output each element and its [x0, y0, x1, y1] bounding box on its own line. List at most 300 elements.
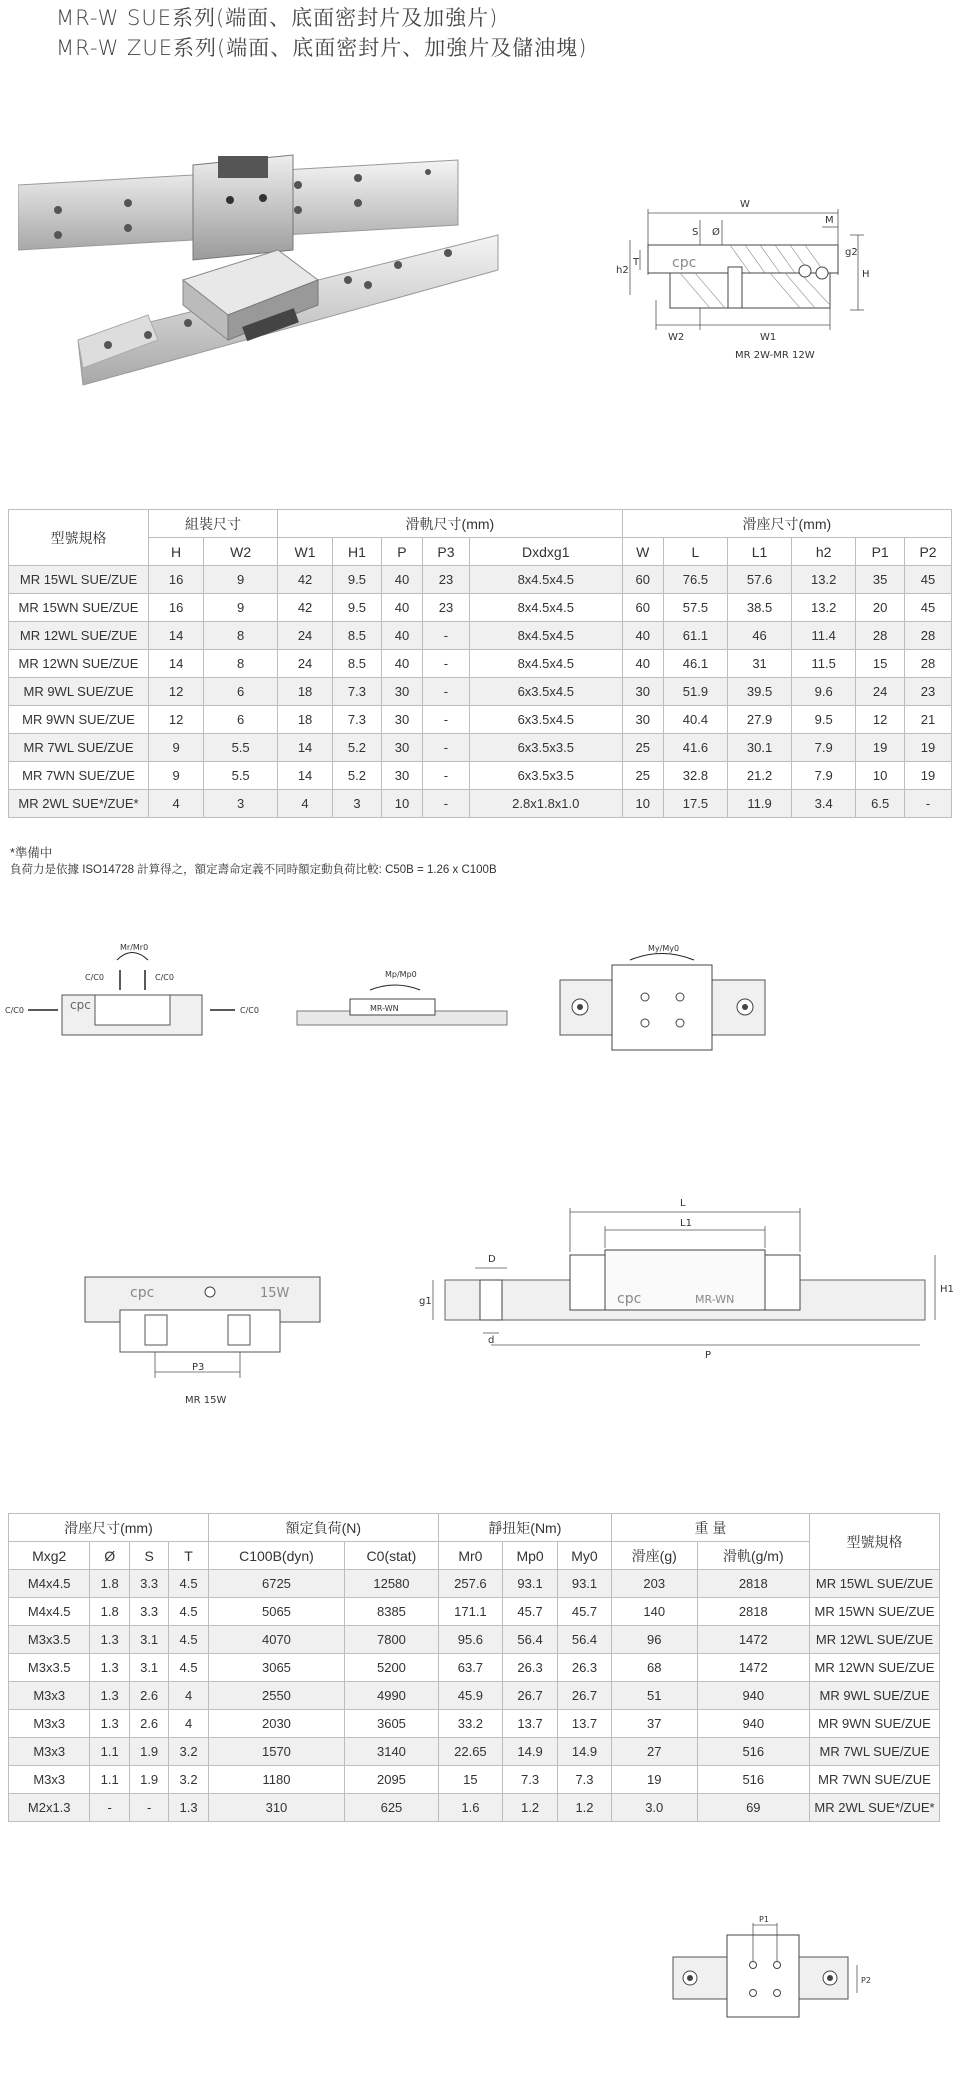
t1-value-cell: 9.6 [792, 678, 856, 706]
table-row [9, 734, 952, 762]
t2-model-cell: MR 15WL SUE/ZUE [810, 1570, 940, 1598]
t1-value-cell: 45 [905, 566, 952, 594]
c-label-1: C/C0 [85, 973, 104, 982]
t2-model-cell: MR 15WN SUE/ZUE [810, 1598, 940, 1626]
mr-label: Mr/Mr0 [120, 943, 149, 952]
t1-value-cell: 28 [856, 622, 905, 650]
t1-value-cell: 38.5 [727, 594, 791, 622]
t2-value-cell: 3605 [345, 1710, 439, 1738]
load-direction-diagrams [0, 935, 960, 1065]
dim-d-label: d [488, 1335, 495, 1346]
t1-value-cell: 30 [622, 706, 663, 734]
t1-value-cell: 15 [856, 650, 905, 678]
mr15w-caption: MR 15W [185, 1395, 227, 1406]
t2-value-cell: 4.5 [169, 1598, 208, 1626]
spec-table-1 [8, 509, 952, 818]
table-row [9, 1766, 940, 1794]
t1-value-cell: 6.5 [856, 790, 905, 818]
t1-value-cell: 6x3.5x4.5 [469, 678, 622, 706]
t1-col-header: W1 [278, 538, 333, 566]
t1-value-cell: 40 [381, 622, 422, 650]
t2-group-load: 額定負荷(N) [208, 1514, 438, 1542]
spec-table-2 [8, 1513, 940, 1822]
t1-value-cell: 30.1 [727, 734, 791, 762]
t2-value-cell: 56.4 [503, 1626, 558, 1654]
t2-value-cell: 19 [611, 1766, 697, 1794]
t1-value-cell: 2.8x1.8x1.0 [469, 790, 622, 818]
t1-value-cell: 24 [278, 650, 333, 678]
t1-value-cell: 7.3 [333, 706, 382, 734]
t2-group-block: 滑座尺寸(mm) [9, 1514, 209, 1542]
t2-value-cell: 1.3 [90, 1710, 129, 1738]
t2-value-cell: 1570 [208, 1738, 344, 1766]
table-row [9, 1710, 940, 1738]
t1-value-cell: 9.5 [333, 594, 382, 622]
t1-value-cell: 60 [622, 594, 663, 622]
cross-section-diagram [600, 195, 900, 370]
t2-col-header: Mr0 [438, 1542, 502, 1570]
model-15w-text: 15W [260, 1286, 290, 1301]
t1-value-cell: 31 [727, 650, 791, 678]
t2-value-cell: 2550 [208, 1682, 344, 1710]
t2-value-cell: M2x1.3 [9, 1794, 90, 1822]
t1-value-cell: 24 [856, 678, 905, 706]
t1-value-cell: 18 [278, 706, 333, 734]
t1-value-cell: 9.5 [792, 706, 856, 734]
t2-value-cell: 7800 [345, 1626, 439, 1654]
t2-value-cell: M4x4.5 [9, 1598, 90, 1626]
t1-value-cell: 39.5 [727, 678, 791, 706]
t1-value-cell: 21.2 [727, 762, 791, 790]
c-label-4: C/C0 [240, 1006, 259, 1015]
t1-col-header: P3 [423, 538, 470, 566]
t2-value-cell: 3.1 [129, 1626, 168, 1654]
t2-value-cell: 2818 [697, 1570, 809, 1598]
t2-value-cell: M3x3.5 [9, 1626, 90, 1654]
table-row [9, 678, 952, 706]
t1-value-cell: 6x3.5x3.5 [469, 762, 622, 790]
t2-value-cell: 93.1 [558, 1570, 612, 1598]
t2-value-cell: 4 [169, 1710, 208, 1738]
note-preparing: *準備中 [10, 846, 53, 860]
block-text-side: MR-WN [695, 1293, 735, 1306]
dim-L-label: L [680, 1198, 686, 1209]
t2-value-cell: 4.5 [169, 1626, 208, 1654]
t2-value-cell: 1.3 [169, 1794, 208, 1822]
t1-value-cell: 10 [622, 790, 663, 818]
t2-value-cell: 1.2 [558, 1794, 612, 1822]
t2-value-cell: 625 [345, 1794, 439, 1822]
dim-L1-label: L1 [680, 1218, 692, 1229]
t1-value-cell: 30 [381, 762, 422, 790]
t2-value-cell: 2.6 [129, 1710, 168, 1738]
t1-col-header: P2 [905, 538, 952, 566]
table-row [9, 622, 952, 650]
t1-value-cell: 30 [381, 734, 422, 762]
t2-value-cell: M3x3.5 [9, 1654, 90, 1682]
t1-value-cell: 25 [622, 734, 663, 762]
t2-value-cell: M3x3 [9, 1738, 90, 1766]
dim-M-label: M [825, 215, 834, 226]
t2-value-cell: 4 [169, 1682, 208, 1710]
t2-value-cell: 2095 [345, 1766, 439, 1794]
t1-value-cell: 4 [149, 790, 204, 818]
t2-col-header: T [169, 1542, 208, 1570]
t1-value-cell: 12 [149, 678, 204, 706]
t1-value-cell: 32.8 [663, 762, 727, 790]
t2-value-cell: 15 [438, 1766, 502, 1794]
t1-value-cell: 61.1 [663, 622, 727, 650]
t1-value-cell: 20 [856, 594, 905, 622]
t2-value-cell: 2.6 [129, 1682, 168, 1710]
t2-value-cell: 3.0 [611, 1794, 697, 1822]
t2-value-cell: - [90, 1794, 129, 1822]
t1-value-cell: - [423, 678, 470, 706]
table-row [9, 790, 952, 818]
t2-value-cell: 516 [697, 1766, 809, 1794]
cpc-logo-1: cpc [70, 998, 91, 1012]
t2-value-cell: 14.9 [503, 1738, 558, 1766]
t1-value-cell: 8x4.5x4.5 [469, 622, 622, 650]
t2-model-header: 型號規格 [810, 1514, 940, 1570]
t2-value-cell: 3.2 [169, 1766, 208, 1794]
table-row [9, 762, 952, 790]
t1-value-cell: 40 [381, 650, 422, 678]
cpc-logo-side: cpc [617, 1291, 642, 1307]
t1-value-cell: 13.2 [792, 594, 856, 622]
dim-g1-label: g1 [419, 1296, 432, 1307]
t1-value-cell: 40 [622, 622, 663, 650]
t2-value-cell: 8385 [345, 1598, 439, 1626]
t1-model-cell: MR 15WL SUE/ZUE [9, 566, 149, 594]
t2-value-cell: 95.6 [438, 1626, 502, 1654]
t2-col-header: 滑軌(g/m) [697, 1542, 809, 1570]
t2-value-cell: 5065 [208, 1598, 344, 1626]
t1-value-cell: 7.3 [333, 678, 382, 706]
t2-value-cell: 4990 [345, 1682, 439, 1710]
t1-value-cell: - [423, 706, 470, 734]
t2-value-cell: 3140 [345, 1738, 439, 1766]
t1-value-cell: 11.9 [727, 790, 791, 818]
t2-col-header: C100B(dyn) [208, 1542, 344, 1570]
t1-value-cell: 9.5 [333, 566, 382, 594]
t2-value-cell: 45.7 [558, 1598, 612, 1626]
t1-value-cell: 10 [381, 790, 422, 818]
t1-value-cell: 40 [381, 594, 422, 622]
t1-value-cell: 76.5 [663, 566, 727, 594]
t1-value-cell: 45 [905, 594, 952, 622]
page-title-2: MR-W ZUE系列(端面、底面密封片、加強片及儲油塊) [56, 36, 588, 60]
t2-value-cell: 940 [697, 1710, 809, 1738]
t1-value-cell: 30 [381, 706, 422, 734]
t1-model-cell: MR 15WN SUE/ZUE [9, 594, 149, 622]
dim-phi-label: Ø [712, 227, 720, 238]
t1-model-cell: MR 2WL SUE*/ZUE* [9, 790, 149, 818]
t2-value-cell: 2818 [697, 1598, 809, 1626]
t1-col-header: h2 [792, 538, 856, 566]
t1-value-cell: 51.9 [663, 678, 727, 706]
t2-col-header: Mp0 [503, 1542, 558, 1570]
t2-value-cell: 22.65 [438, 1738, 502, 1766]
t1-value-cell: 8 [204, 622, 278, 650]
table-row [9, 706, 952, 734]
model-header: 型號規格 [9, 510, 149, 566]
t2-value-cell: 1472 [697, 1626, 809, 1654]
t1-value-cell: 46.1 [663, 650, 727, 678]
dim-g2-label: g2 [845, 247, 858, 258]
t1-col-header: H1 [333, 538, 382, 566]
cpc-logo: cpc [672, 255, 697, 271]
t1-value-cell: 5.5 [204, 762, 278, 790]
table-row [9, 1794, 940, 1822]
dim-P3-label: P3 [192, 1362, 205, 1373]
t1-value-cell: 42 [278, 594, 333, 622]
t2-value-cell: 4070 [208, 1626, 344, 1654]
bottom-hole-diagram [665, 1915, 875, 2025]
t1-value-cell: - [423, 650, 470, 678]
t1-value-cell: 11.4 [792, 622, 856, 650]
t2-value-cell: 203 [611, 1570, 697, 1598]
t1-value-cell: 8.5 [333, 650, 382, 678]
dim-W2-label: W2 [668, 332, 685, 343]
t1-value-cell: 24 [278, 622, 333, 650]
t1-value-cell: - [423, 790, 470, 818]
t1-value-cell: 8x4.5x4.5 [469, 594, 622, 622]
t2-value-cell: 3.1 [129, 1654, 168, 1682]
t2-value-cell: 13.7 [558, 1710, 612, 1738]
t2-value-cell: 1.1 [90, 1738, 129, 1766]
group-block: 滑座尺寸(mm) [622, 510, 951, 538]
product-photo [18, 140, 518, 410]
t2-model-cell: MR 12WL SUE/ZUE [810, 1626, 940, 1654]
page-title-1: MR-W SUE系列(端面、底面密封片及加強片) [56, 6, 499, 30]
note-load: 負荷力是依據 ISO14728 計算得之，額定壽命定義不同時額定動負荷比較: C50B = 1.26 x C100B [10, 864, 497, 876]
t1-value-cell: 9 [149, 734, 204, 762]
t1-value-cell: 6x3.5x4.5 [469, 706, 622, 734]
group-rail: 滑軌尺寸(mm) [278, 510, 623, 538]
table-row [9, 1738, 940, 1766]
dim-S-label: S [692, 227, 699, 238]
t1-value-cell: 3 [204, 790, 278, 818]
side-view-diagram [405, 1190, 960, 1365]
t2-value-cell: 257.6 [438, 1570, 502, 1598]
t1-value-cell: 10 [856, 762, 905, 790]
t1-model-cell: MR 9WL SUE/ZUE [9, 678, 149, 706]
table-row [9, 594, 952, 622]
table-row [9, 1570, 940, 1598]
t1-value-cell: 25 [622, 762, 663, 790]
t2-value-cell: 1180 [208, 1766, 344, 1794]
mp-label: Mp/Mp0 [385, 970, 417, 979]
dim-W1-label: W1 [760, 332, 777, 343]
t2-value-cell: 171.1 [438, 1598, 502, 1626]
t2-model-cell: MR 12WN SUE/ZUE [810, 1654, 940, 1682]
dim-h2-label: h2 [616, 265, 629, 276]
t1-value-cell: 9 [149, 762, 204, 790]
t2-value-cell: 3.2 [169, 1738, 208, 1766]
t2-model-cell: MR 7WL SUE/ZUE [810, 1738, 940, 1766]
t2-value-cell: 69 [697, 1794, 809, 1822]
t1-value-cell: 6 [204, 706, 278, 734]
cpc-logo-mid: cpc [130, 1285, 155, 1301]
t2-value-cell: 1.3 [90, 1626, 129, 1654]
t2-value-cell: M4x4.5 [9, 1570, 90, 1598]
t1-value-cell: 60 [622, 566, 663, 594]
t1-value-cell: 23 [423, 594, 470, 622]
t2-value-cell: 1.1 [90, 1766, 129, 1794]
t1-col-header: P1 [856, 538, 905, 566]
t1-value-cell: 16 [149, 566, 204, 594]
t2-value-cell: 51 [611, 1682, 697, 1710]
t2-value-cell: 4.5 [169, 1654, 208, 1682]
t1-model-cell: MR 12WL SUE/ZUE [9, 622, 149, 650]
dim-W-label: W [740, 199, 750, 210]
t1-value-cell: 40.4 [663, 706, 727, 734]
my-label: My/My0 [648, 944, 680, 953]
t2-value-cell: 26.3 [503, 1654, 558, 1682]
t1-value-cell: 18 [278, 678, 333, 706]
table-row [9, 1682, 940, 1710]
t1-col-header: W [622, 538, 663, 566]
t1-model-cell: MR 7WL SUE/ZUE [9, 734, 149, 762]
t2-value-cell: 1.3 [90, 1682, 129, 1710]
t1-value-cell: 14 [149, 622, 204, 650]
t2-value-cell: 1.9 [129, 1766, 168, 1794]
t1-col-header: P [381, 538, 422, 566]
t1-value-cell: 8 [204, 650, 278, 678]
mr15w-end-diagram [60, 1260, 350, 1410]
t2-group-weight: 重 量 [611, 1514, 809, 1542]
t2-value-cell: 1.9 [129, 1738, 168, 1766]
t2-value-cell: 1.8 [90, 1570, 129, 1598]
t2-col-header: Ø [90, 1542, 129, 1570]
dim-H-label: H [862, 269, 870, 280]
t1-value-cell: 7.9 [792, 762, 856, 790]
c-label-3: C/C0 [5, 1006, 24, 1015]
t1-value-cell: - [423, 734, 470, 762]
dim-T-label: T [633, 257, 640, 268]
table-row [9, 650, 952, 678]
t2-value-cell: 6725 [208, 1570, 344, 1598]
t1-value-cell: 9 [204, 594, 278, 622]
t1-value-cell: 12 [856, 706, 905, 734]
t1-value-cell: 14 [278, 762, 333, 790]
t1-value-cell: 8.5 [333, 622, 382, 650]
t2-value-cell: 27 [611, 1738, 697, 1766]
t1-value-cell: - [423, 622, 470, 650]
t2-value-cell: 93.1 [503, 1570, 558, 1598]
t2-value-cell: 56.4 [558, 1626, 612, 1654]
t1-value-cell: 21 [905, 706, 952, 734]
t2-value-cell: 7.3 [503, 1766, 558, 1794]
t2-value-cell: 37 [611, 1710, 697, 1738]
t1-value-cell: - [905, 790, 952, 818]
t1-value-cell: 41.6 [663, 734, 727, 762]
t2-value-cell: M3x3 [9, 1766, 90, 1794]
t1-value-cell: 19 [856, 734, 905, 762]
t1-model-cell: MR 7WN SUE/ZUE [9, 762, 149, 790]
t2-value-cell: 45.7 [503, 1598, 558, 1626]
t1-value-cell: 12 [149, 706, 204, 734]
t1-value-cell: 14 [149, 650, 204, 678]
t1-col-header: H [149, 538, 204, 566]
table-row [9, 1626, 940, 1654]
t1-value-cell: 40 [381, 566, 422, 594]
t2-model-cell: MR 9WL SUE/ZUE [810, 1682, 940, 1710]
t2-value-cell: 26.7 [503, 1682, 558, 1710]
t2-col-header: 滑座(g) [611, 1542, 697, 1570]
t1-value-cell: 27.9 [727, 706, 791, 734]
t1-value-cell: 6x3.5x3.5 [469, 734, 622, 762]
t1-value-cell: 7.9 [792, 734, 856, 762]
t1-value-cell: 42 [278, 566, 333, 594]
t2-col-header: My0 [558, 1542, 612, 1570]
t1-col-header: L [663, 538, 727, 566]
t1-value-cell: 28 [905, 622, 952, 650]
t1-col-header: L1 [727, 538, 791, 566]
t2-model-cell: MR 9WN SUE/ZUE [810, 1710, 940, 1738]
t1-value-cell: 5.2 [333, 762, 382, 790]
t2-value-cell: 26.3 [558, 1654, 612, 1682]
table-row [9, 1598, 940, 1626]
t2-value-cell: 12580 [345, 1570, 439, 1598]
dim-P2-label: P2 [861, 1976, 871, 1985]
t2-value-cell: 1472 [697, 1654, 809, 1682]
t1-value-cell: 4 [278, 790, 333, 818]
t2-value-cell: 63.7 [438, 1654, 502, 1682]
t2-value-cell: 940 [697, 1682, 809, 1710]
t2-col-header: S [129, 1542, 168, 1570]
t1-model-cell: MR 12WN SUE/ZUE [9, 650, 149, 678]
t1-value-cell: 57.5 [663, 594, 727, 622]
t2-value-cell: 5200 [345, 1654, 439, 1682]
t2-value-cell: 140 [611, 1598, 697, 1626]
table-row [9, 566, 952, 594]
t1-col-header: W2 [204, 538, 278, 566]
dim-P1-label: P1 [759, 1915, 769, 1924]
t1-value-cell: 28 [905, 650, 952, 678]
t1-value-cell: 11.5 [792, 650, 856, 678]
t2-value-cell: 516 [697, 1738, 809, 1766]
t2-value-cell: 45.9 [438, 1682, 502, 1710]
t2-value-cell: 7.3 [558, 1766, 612, 1794]
t1-model-cell: MR 9WN SUE/ZUE [9, 706, 149, 734]
dim-P-label: P [705, 1350, 712, 1361]
t2-value-cell: 1.2 [503, 1794, 558, 1822]
t1-value-cell: 30 [622, 678, 663, 706]
t1-value-cell: 30 [381, 678, 422, 706]
t1-value-cell: - [423, 762, 470, 790]
t1-value-cell: 16 [149, 594, 204, 622]
table-row [9, 1654, 940, 1682]
t2-value-cell: 3.3 [129, 1598, 168, 1626]
t1-value-cell: 19 [905, 734, 952, 762]
t2-value-cell: 3.3 [129, 1570, 168, 1598]
t1-value-cell: 14 [278, 734, 333, 762]
t2-model-cell: MR 7WN SUE/ZUE [810, 1766, 940, 1794]
t2-value-cell: 26.7 [558, 1682, 612, 1710]
group-assembly: 組裝尺寸 [149, 510, 278, 538]
t1-value-cell: 19 [905, 762, 952, 790]
t2-value-cell: 68 [611, 1654, 697, 1682]
t1-col-header: Dxdxg1 [469, 538, 622, 566]
t2-value-cell: M3x3 [9, 1710, 90, 1738]
dim-D-label: D [488, 1254, 496, 1265]
t1-value-cell: 3.4 [792, 790, 856, 818]
t1-value-cell: 46 [727, 622, 791, 650]
t2-value-cell: 4.5 [169, 1570, 208, 1598]
t2-value-cell: 3065 [208, 1654, 344, 1682]
